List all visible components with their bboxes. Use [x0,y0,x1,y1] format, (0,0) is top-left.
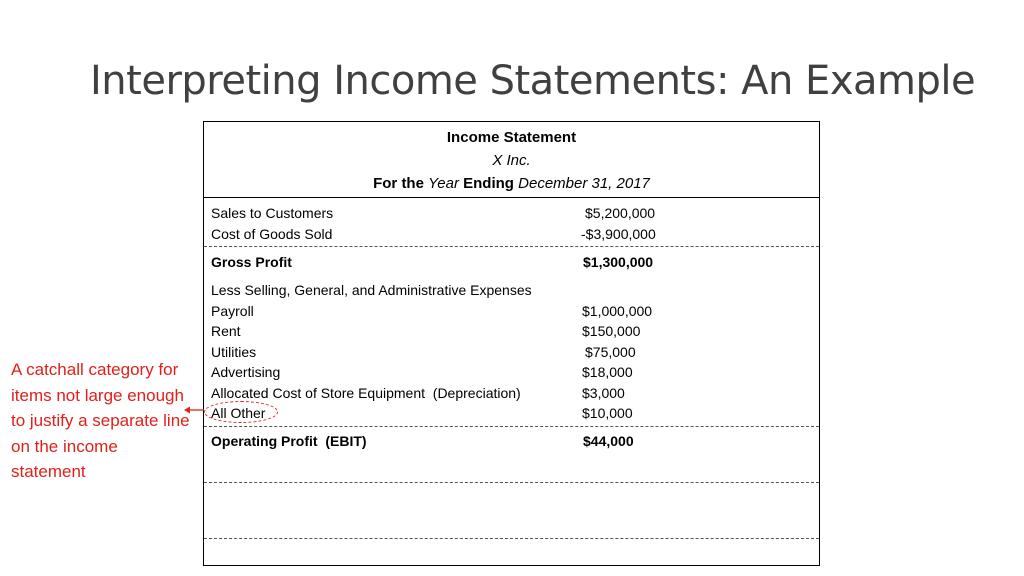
annotation-text: A catchall category for items not large enough to justify a separate line on the income statement [11,360,190,481]
operating-profit-amount: $44,000 [583,433,634,449]
gross-profit-row [211,252,819,272]
operating-profit-row [211,431,819,451]
sales-label: Sales to Customers [211,205,334,221]
highlight-ellipse [204,401,278,423]
expense-row [211,362,819,382]
expense-label: All Other [211,405,266,421]
expense-row [211,383,819,403]
expense-amount: $18,000 [582,364,633,380]
divider [204,246,819,247]
sales-row [211,203,819,223]
expense-amount: $150,000 [582,323,641,339]
expense-amount: $1,000,000 [582,303,653,319]
expense-row [211,301,819,321]
statement-heading: Income Statement [446,129,577,146]
statement-period [204,172,819,195]
company-name: X Inc. [492,152,531,169]
expense-row-all-other [211,403,819,423]
expense-amount: $75,000 [585,344,636,360]
expense-label: Utilities [211,344,257,360]
expense-label: Allocated Cost of Store Equipment (Depreciation) [211,385,521,401]
gross-profit-label: Gross Profit [211,254,292,270]
sga-heading: Less Selling, General, and Administrative Expenses [211,282,532,298]
cogs-label: Cost of Goods Sold [211,226,333,242]
expense-label: Payroll [211,303,254,319]
sga-heading-row [211,280,819,300]
expense-row [211,342,819,362]
period-middle: Ending [458,175,519,192]
period-date: December 31, 2017 [518,175,650,192]
cogs-row [211,224,819,244]
operating-profit-label: Operating Profit (EBIT) [211,433,367,449]
sales-amount: $5,200,000 [585,205,656,221]
cogs-amount: -$3,900,000 [581,226,656,242]
slide-title: Interpreting Income Statements: An Example [90,58,976,104]
expense-amount: $10,000 [582,405,633,421]
expense-row [211,321,819,341]
divider [204,482,819,483]
divider [204,426,819,427]
income-statement-table [203,121,820,566]
gross-profit-amount: $1,300,000 [583,254,654,270]
period-prefix: For the [373,175,429,192]
statement-header [204,122,819,198]
expense-amount: $3,000 [582,385,625,401]
expense-label: Advertising [211,364,281,380]
divider [204,538,819,539]
period-word: Year [428,175,459,192]
expense-label: Rent [211,323,241,339]
